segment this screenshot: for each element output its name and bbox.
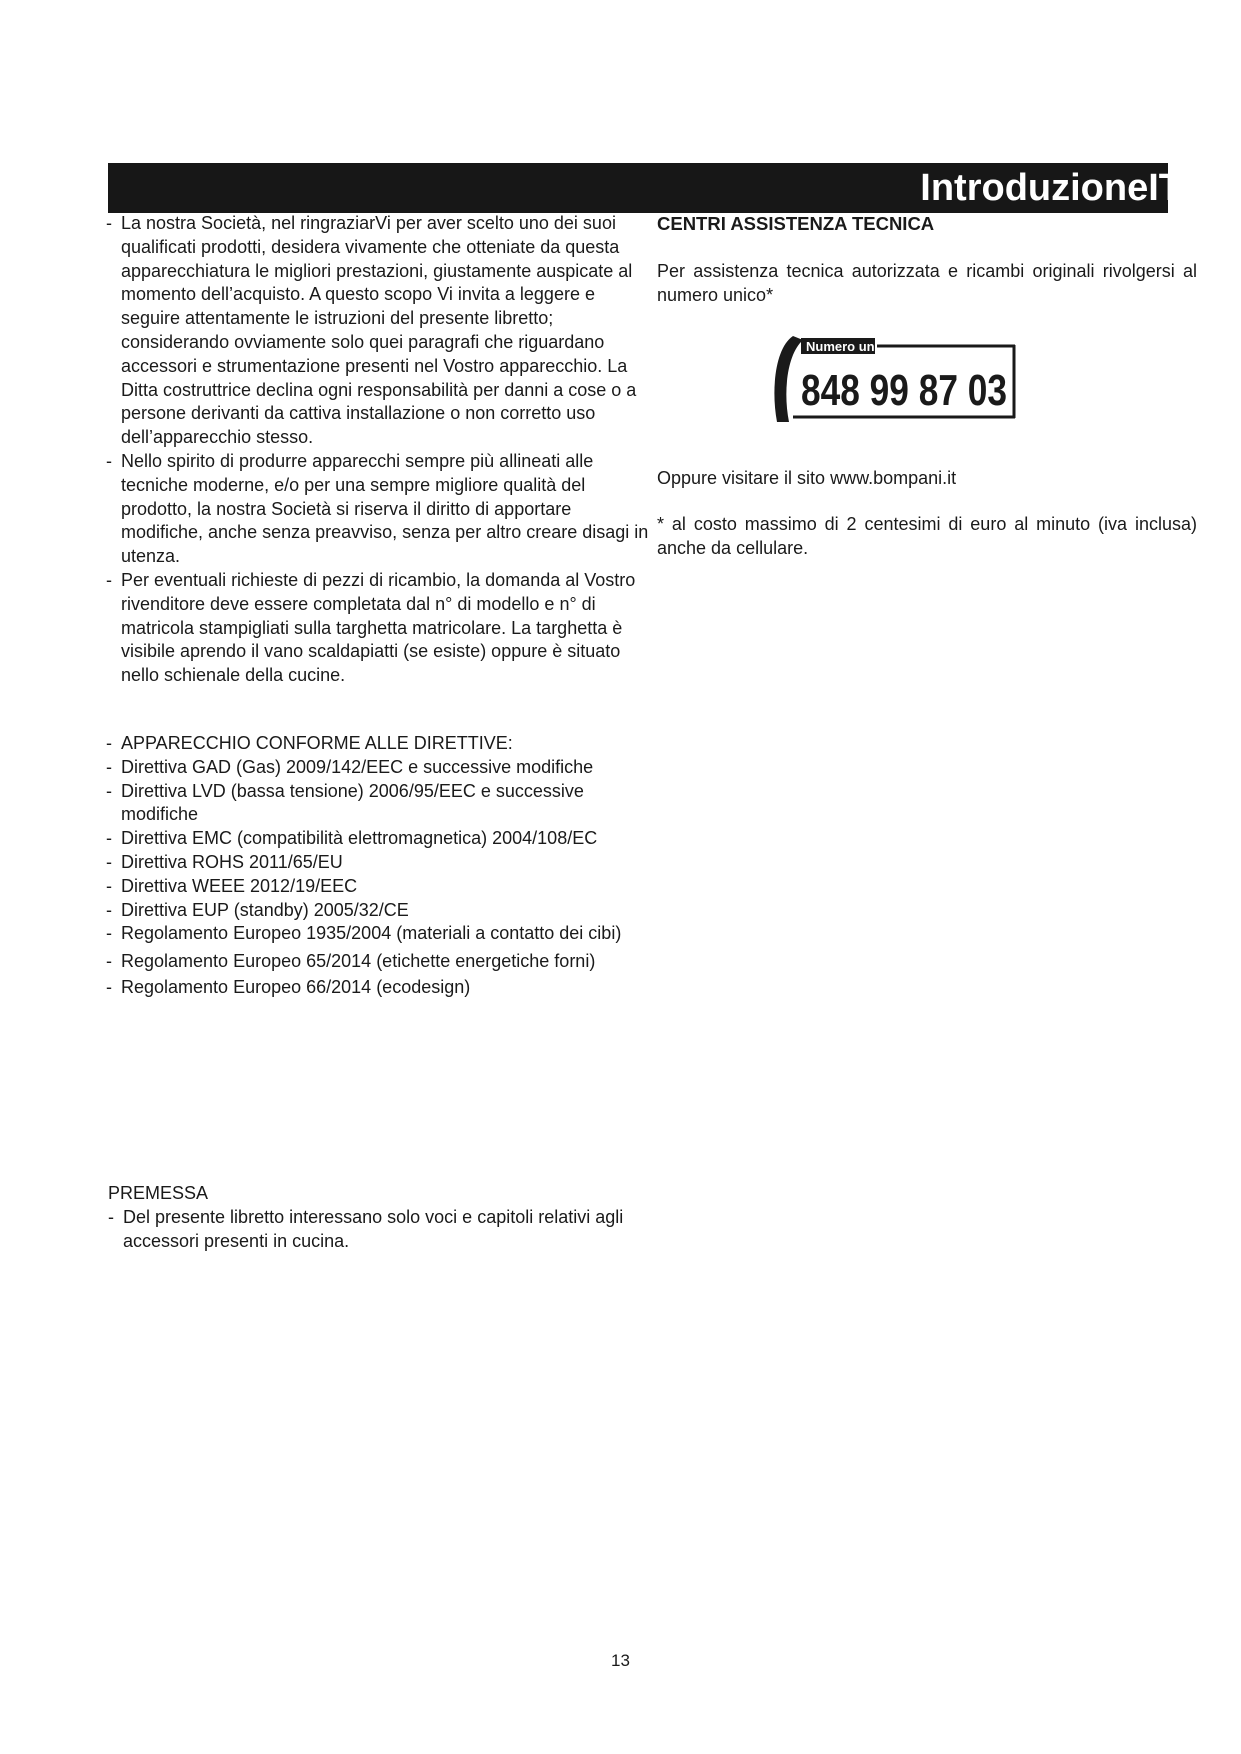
phone-handset-icon [774, 336, 803, 422]
intro-section [106, 212, 651, 688]
premessa-text: - Del presente libretto interessano solo voci e capitoli relativi agli accessori presenti in cucina. [108, 1206, 624, 1251]
directive-item: - Direttiva EUP (standby) 2005/32/CE [106, 899, 409, 920]
website-text: Oppure visitare il sito www.bompani.it [657, 468, 957, 489]
directive-item: - Direttiva GAD (Gas) 2009/142/EEC e successive modifiche [106, 756, 594, 777]
intro-paragraph: - Per eventuali richieste di pezzi di ricambio, la domanda al Vostro rivenditore deve essere completata dal n° di modello e n° di matricola stampigliati sulla targhetta matricolare. La targhetta è visibile aprendo il vano scaldapiatti (se esiste) oppure è situato nello schienale della cucine. [106, 569, 636, 686]
directives-list [106, 732, 651, 1000]
section-header-bar [108, 163, 1182, 213]
directives-heading: - APPARECCHIO CONFORME ALLE DIRETTIVE: [106, 733, 513, 753]
intro-paragraph: - La nostra Società, nel ringraziarVi per aver scelto uno dei suoi qualificati prodotti, desidera vivamente che otteniate da questa apparecchiatura le migliori prestazioni, giustamente auspicate al momento dell’acquisto. A questo scopo Vi invita a leggere e seguire attentamente le istruzioni del presente libretto; considerando ovviamente solo quei paragrafi che riguardano accessori e strumentazione presenti nel Vostro apparecchio. La Ditta costruttrice declina ogni responsabilità per danni a cose o a persone derivanti da cattiva installazione o non corretto uso dell’apparecchio stesso. [106, 213, 637, 448]
page-number: 13 [611, 1651, 630, 1670]
directive-item: - Regolamento Europeo 1935/2004 (materiali a contatto dei cibi) [106, 923, 622, 944]
directive-item: - Direttiva LVD (bassa tensione) 2006/95/EEC e successive modifiche [106, 780, 584, 825]
premessa-section [108, 1182, 653, 1253]
intro-paragraph: - Nello spirito di produrre apparecchi sempre più allineati alle tecniche moderne, e/o per una sempre migliore qualità del prodotto, la nostra Società si riserva il diritto di apportare modifiche, anche senza preavviso, senza per altro creare disagi in utenza. [106, 450, 649, 567]
directive-item: - Direttiva EMC (compatibilità elettromagnetica) 2004/108/EC [106, 828, 598, 849]
phone-number: 848 99 87 03 [801, 366, 1007, 415]
cost-footnote: * al costo massimo di 2 centesimi di euro al minuto (iva inclusa) anche da cellulare. [657, 514, 1197, 558]
phone-number-logo [763, 330, 1023, 430]
logo-label: Numero unico [806, 339, 894, 354]
assistance-text: Per assistenza tecnica autorizzata e ricambi originali rivolgersi al numero unico* [657, 260, 1197, 305]
directive-item: - Regolamento Europeo 65/2014 (etichette energetiche forni) [106, 951, 596, 972]
premessa-title: PREMESSA [108, 1183, 209, 1203]
section-title: IntroduzioneIT [920, 167, 1182, 209]
directive-item: - Direttiva WEEE 2012/19/EEC [106, 875, 358, 896]
directive-item: - Direttiva ROHS 2011/65/EU [106, 851, 343, 872]
assistance-title: CENTRI ASSISTENZA TECNICA [657, 213, 935, 234]
directive-item: - Regolamento Europeo 66/2014 (ecodesign) [106, 977, 471, 998]
